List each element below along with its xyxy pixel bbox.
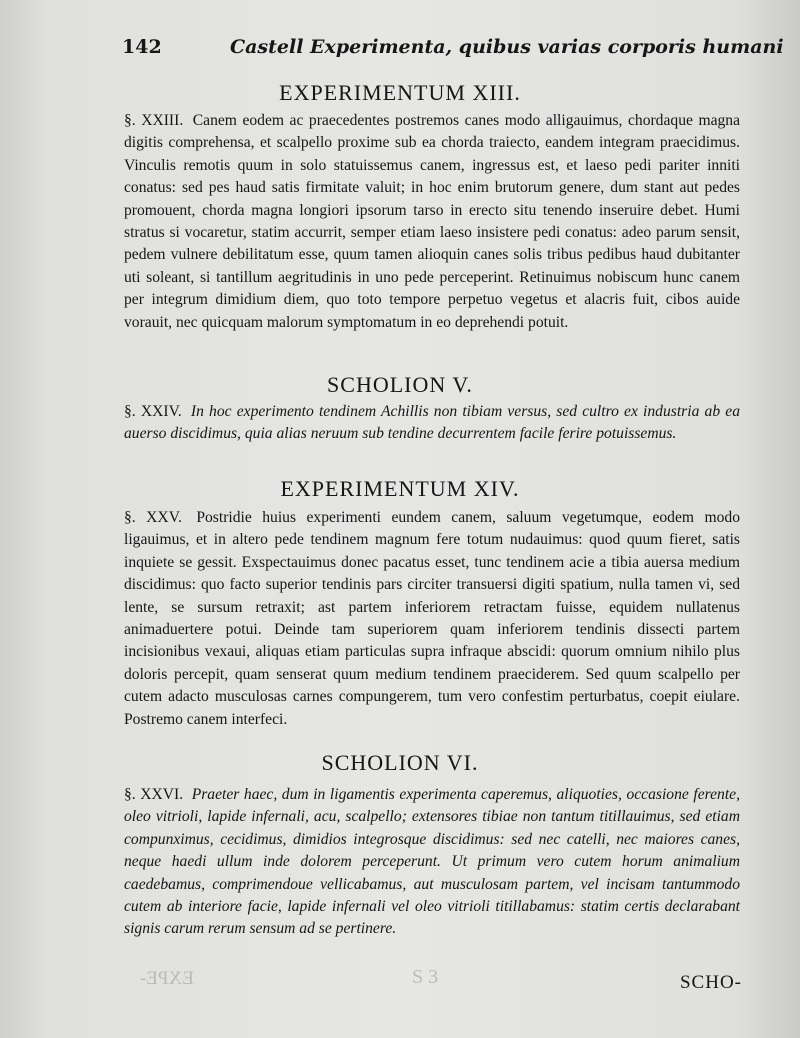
- section-heading: SCHOLION VI.: [321, 750, 479, 775]
- bleed-through-text: S 3: [412, 966, 439, 988]
- section-paragraph: [124, 110, 740, 334]
- section-heading: EXPERIMENTUM XIV.: [280, 476, 520, 501]
- section-paragraph: [124, 401, 740, 446]
- bleed-through-text: EXPE-: [140, 968, 194, 989]
- section-paragraph: [124, 507, 740, 731]
- section-heading: SCHOLION V.: [327, 372, 473, 397]
- paragraph-text: Canem eodem ac praecedentes postremos canes modo alligauimus, chordaque magna digitis comprehensa, et scalpello proxime sub ea chorda traiecto, eandem integram praecidimus. Vinculis remotis quum in solo statuissemus canem, ingressus est, et laeso pedi pariter inniti conatus: sed pes haud satis firmitate valuit; in hoc enim brutorum genere, dum stant aut pedes promouent, chorda magna longiori ipsorum tarso in erecto situ tenendo inseruire debet. Humi stratus si vocaretur, statim accurrit, semper etiam laeso insistere pedi conatus: adeo parum sensit, pedem vulnere debilitatum esse, quum tamen alioquin canes solis tribus pedibus haud dubitanter uti soleant, si tantillum aegritudinis in uno pede perceperint. Retinuimus nobiscum hunc canem per integrum dimidium diem, quo toto tempore perpetuo vegetus et alacris fuit, cibos auide vorauit, nec quicquam malorum symptomatum in eo deprehendi potuit.: [124, 112, 741, 331]
- paragraph-number: §. XXIV.: [124, 403, 182, 420]
- paragraph-text: Praeter haec, dum in ligamentis experimenta caperemus, aliquoties, occasione ferente, oleo vitrioli, lapide infernali, acu, scalpello; extensores tibiae non tantum titillauimus, sed etiam compunximus, cecidimus, dimidios integrosque discidimus: sed nec catelli, nec maiores canes, neque haedi ullum inde dolorem perceperunt. Ut primum vero cutem horum animalium caedebamus, comprimendoue vellicabamus, aut musculosam partem, vel incisam tantummodo cutem ab interiore facie, lapide infernali vel oleo vitrioli titillabamus: statim certis declarabant signis carum rerum sensum ad se pertinere.: [124, 786, 740, 938]
- page-number: 142: [122, 36, 162, 58]
- catchword: SCHO-: [679, 972, 742, 993]
- paragraph-text: In hoc experimento tendinem Achillis non tibiam versus, sed cultro ex industria ab ea auerso discidimus, quia alias neruum sub tendine decurrentem facile ferire potuissemus.: [124, 403, 740, 443]
- paragraph-text: Postridie huius experimenti eundem canem, saluum vegetumque, eodem modo ligauimus, et in altero pede tendinem magnum fere totum nudauimus: quod quum fieret, satis inquiete se gessit. Exspectauimus donec pacatus esset, tunc tendinem acie a tibia auersa medium discidimus: quo facto superior tendinis pars circiter transuersi digiti spatium, nulla tamen vi, sed lente, se sursum retraxit; ast partem inferiorem retractam fuisse, equidem nullatenus animaduertere potui. Deinde tam superiorem quam inferiorem tendinis dissecti partem incisionibus vexaui, aliquas etiam particulas supra infraque abscidi: quorum omnium nihilo plus doloris percepit, quam senserat quum medium tendinem praeciderem. Sed quum scalpello per cutem adacto musculosas carnes compungerem, tum vero confestim perturbatus, coepit eiulare. Postremo canem interfeci.: [124, 509, 741, 728]
- paragraph-number: §. XXVI.: [124, 786, 184, 803]
- section-paragraph: [124, 784, 740, 941]
- section-heading: EXPERIMENTUM XIII.: [279, 80, 521, 105]
- paragraph-number: §. XXIII.: [124, 112, 184, 129]
- running-head-title: Castell Experimenta, quibus varias corporis humani: [230, 36, 784, 58]
- paragraph-number: §. XXV.: [124, 509, 182, 526]
